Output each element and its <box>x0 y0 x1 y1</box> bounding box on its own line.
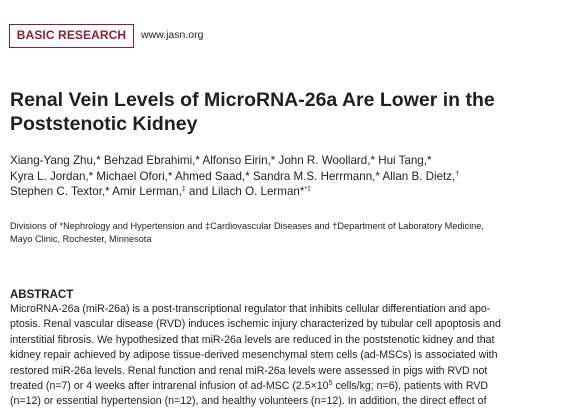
dagger-mark: † <box>455 170 460 178</box>
affiliations <box>10 220 576 246</box>
author-line-text: Stephen C. Textor,* Amir Lerman, <box>10 185 182 198</box>
author-line-text: Kyra L. Jordan,* Michael Ofori,* Ahmed Saad,* Sandra M.S. Herrmann,* Allan B. Dietz, <box>10 169 456 183</box>
author-line <box>10 184 576 200</box>
abstract-line-text: treated (n=7) or 4 weeks after intrarenal infusion of ad-MSC (2.5×10 <box>10 380 329 393</box>
journal-url[interactable]: www.jasn.org <box>141 29 204 41</box>
title-line: Renal Vein Levels of MicroRNA-26a Are Lower in the <box>10 89 495 111</box>
abstract-line: MicroRNA-26a (miR-26a) is a post-transcriptional regulator that inhibits cellular differentiation and apo- <box>10 303 491 315</box>
abstract-line: ptosis. Renal vascular disease (RVD) induces ischemic injury characterized by tubular cell apoptosis and <box>10 318 501 331</box>
author-line: Xiang-Yang Zhu,* Behzad Ebrahimi,* Alfonso Eirin,* John R. Woollard,* Hui Tang,* <box>10 154 432 167</box>
star-double-dagger-mark: *‡ <box>304 186 311 193</box>
abstract-line: (n=12) or essential hypertension (n=12), and healthy volunteers (n=12). In addition, the direct effect of <box>10 395 487 408</box>
abstract-line: interstitial fibrosis. We hypothesized that miR-26a levels are reduced in the poststenotic kidney and that <box>10 333 495 346</box>
author-list <box>10 153 576 200</box>
abstract-line: kidney repair achieved by adipose tissue-derived mesenchymal stem cells (ad-MSCs) is associated with <box>10 349 498 362</box>
abstract-body <box>10 302 576 410</box>
abstract-line: restored miR-26a levels. Renal function and renal miR-26a levels were assessed in pigs with RVD not <box>10 364 488 377</box>
affiliation-line: Mayo Clinic, Rochester, Minnesota <box>10 234 152 244</box>
author-line-text: and Lilach O. Lerman* <box>189 185 305 198</box>
abstract-line-text: cells/kg; n=6), patients with RVD <box>335 380 489 393</box>
abstract-heading: ABSTRACT <box>10 289 74 301</box>
abstract-line <box>10 379 576 394</box>
title-line: Poststenotic Kidney <box>10 113 198 135</box>
author-line <box>10 169 576 185</box>
section-badge: BASIC RESEARCH <box>9 24 134 48</box>
exponent: 5 <box>328 380 333 388</box>
double-dagger-mark: ‡ <box>181 186 186 193</box>
affiliation-line: Divisions of *Nephrology and Hypertension and ‡Cardiovascular Diseases and †Department of Laboratory Medicine, <box>10 221 484 231</box>
article-title <box>10 88 570 136</box>
